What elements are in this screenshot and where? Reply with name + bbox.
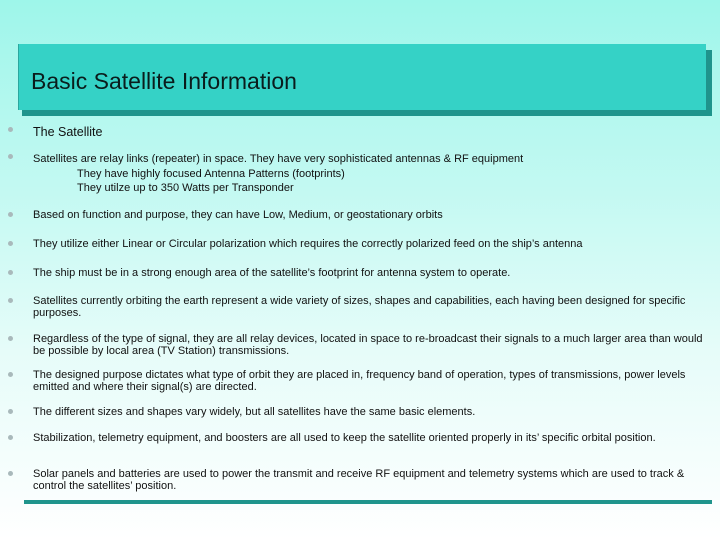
- bullet-subline: They utilze up to 350 Watts per Transponder: [77, 182, 294, 194]
- bullet-text: The different sizes and shapes vary widely, but all satellites have the same basic elements.: [33, 406, 476, 418]
- footer-divider: [24, 500, 712, 504]
- slide-title: Basic Satellite Information: [31, 68, 297, 94]
- bullet-dot-icon: [8, 270, 13, 275]
- bullet-dot-icon: [8, 471, 13, 476]
- bullet-text: Regardless of the type of signal, they are all relay devices, located in space to re-broadcast their signals to a much larger area than would be possible by local area (TV Station) transmissions.: [33, 333, 703, 357]
- bullet-dot-icon: [8, 336, 13, 341]
- bullet-dot-icon: [8, 409, 13, 414]
- title-shadow-bottom: [22, 110, 712, 116]
- bullet-dot-icon: [8, 241, 13, 246]
- bullet-dot-icon: [8, 435, 13, 440]
- bullet-text: Solar panels and batteries are used to power the transmit and receive RF equipment and telemetry systems which are used to track & control the satellites’ position.: [33, 468, 685, 492]
- bullet-text: Satellites are relay links (repeater) in space. They have very sophisticated antennas & RF equipment: [33, 153, 524, 165]
- bullet-subline: They have highly focused Antenna Patterns (footprints): [77, 167, 345, 180]
- title-shadow-right: [706, 50, 712, 116]
- bullet-text-block: [33, 152, 708, 196]
- bullet-text: The Satellite: [33, 125, 103, 139]
- bullet-text: Based on function and purpose, they can have Low, Medium, or geostationary orbits: [33, 209, 443, 221]
- bullet-dot-icon: [8, 298, 13, 303]
- bullet-text: They utilize either Linear or Circular polarization which requires the correctly polarized feed on the ship’s antenna: [33, 238, 583, 250]
- bullet-text: Satellites currently orbiting the earth represent a wide variety of sizes, shapes and capabilities, each having been designed for specific purposes.: [33, 295, 686, 319]
- bullet-dot-icon: [8, 127, 13, 132]
- bullet-dot-icon: [8, 154, 13, 159]
- bullet-dot-icon: [8, 212, 13, 217]
- bullet-text: The designed purpose dictates what type of orbit they are placed in, frequency band of operation, types of transmissions, power levels emitted and where their signal(s) are directed.: [33, 369, 686, 393]
- bullet-text: The ship must be in a strong enough area of the satellite’s footprint for antenna system to operate.: [33, 267, 511, 279]
- bullet-dot-icon: [8, 372, 13, 377]
- bullet-text: Stabilization, telemetry equipment, and boosters are all used to keep the satellite oriented properly in its’ specific orbital position.: [33, 432, 656, 444]
